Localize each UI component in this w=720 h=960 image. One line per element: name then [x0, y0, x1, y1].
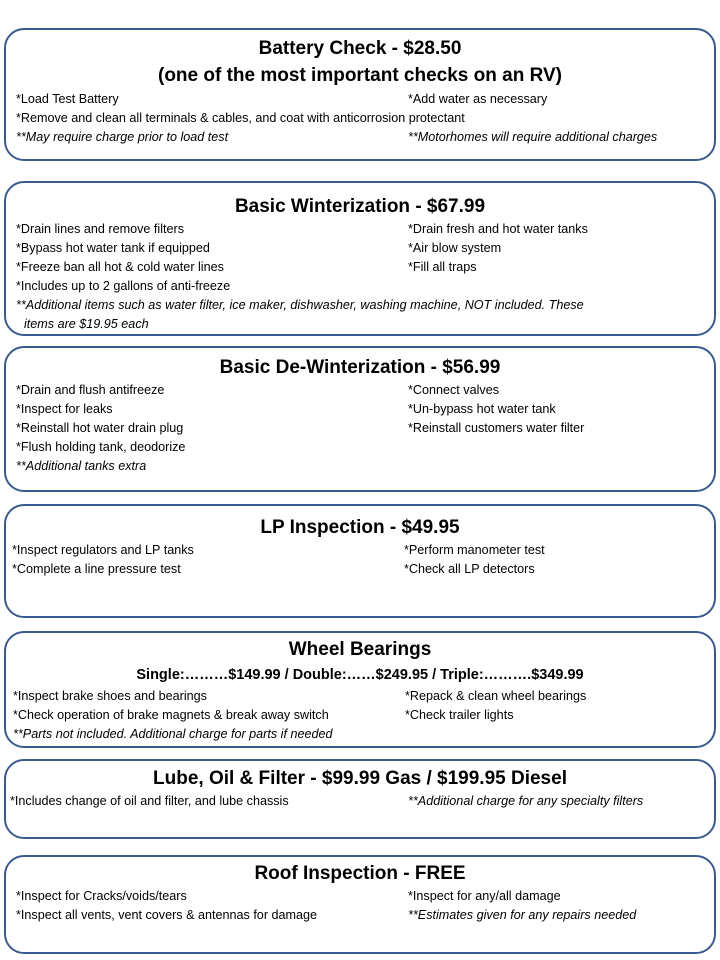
list-row [6, 258, 714, 277]
list-item: *Repack & clean wheel bearings [405, 689, 587, 703]
list-item: *Complete a line pressure test [12, 562, 181, 576]
list-item: *Freeze ban all hot & cold water lines [16, 260, 224, 274]
list-item: *Inspect for Cracks/voids/tears [16, 889, 187, 903]
wheel-bearings-section [4, 631, 716, 748]
list-item: *Remove and clean all terminals & cables, and coat with anticorrosion protectant [16, 111, 465, 125]
note-row [6, 315, 714, 334]
note: **May require charge prior to load test [16, 130, 229, 144]
list-item: *Perform manometer test [404, 543, 545, 557]
list-item: *Connect valves [408, 383, 500, 397]
list-row [6, 400, 714, 419]
list-row [6, 706, 714, 725]
list-row [6, 906, 714, 925]
battery-check-section [4, 28, 716, 161]
list-item: *Inspect all vents, vent covers & antennas for damage [16, 908, 318, 922]
list-item: *Reinstall customers water filter [408, 421, 585, 435]
roof-inspection-section [4, 855, 716, 954]
list-item: *Flush holding tank, deodorize [16, 440, 186, 454]
list-row [6, 220, 714, 239]
list-row [6, 687, 714, 706]
list-row [6, 381, 714, 400]
note: **Additional charge for any specialty filters [408, 794, 644, 808]
list-item: *Fill all traps [408, 260, 477, 274]
section-title: Battery Check - $28.50 [258, 38, 462, 59]
winterization-section [4, 181, 716, 336]
list-row [6, 239, 714, 258]
list-row [6, 419, 714, 438]
list-item: *Inspect regulators and LP tanks [12, 543, 194, 557]
note: **Additional tanks extra [16, 459, 147, 473]
list-row [6, 560, 714, 579]
list-row [6, 438, 714, 457]
section-title: Roof Inspection - FREE [254, 863, 466, 884]
list-item: *Reinstall hot water drain plug [16, 421, 184, 435]
list-row [6, 541, 714, 560]
list-row [6, 887, 714, 906]
list-item: *Check operation of brake magnets & break away switch [13, 708, 329, 722]
list-item: *Inspect brake shoes and bearings [13, 689, 207, 703]
note: **Parts not included. Additional charge for parts if needed [13, 727, 333, 741]
list-item: *Inspect for leaks [16, 402, 113, 416]
list-item: *Check all LP detectors [404, 562, 535, 576]
note: **Motorhomes will require additional charges [408, 130, 658, 144]
note: **Estimates given for any repairs needed [408, 908, 637, 922]
section-title: Lube, Oil & Filter - $99.99 Gas / $199.95 Diesel [153, 768, 567, 789]
list-item: *Add water as necessary [408, 92, 548, 106]
list-item: *Drain and flush antifreeze [16, 383, 165, 397]
section-title: Basic De-Winterization - $56.99 [219, 357, 501, 378]
list-item: *Check trailer lights [405, 708, 514, 722]
list-item: *Un-bypass hot water tank [408, 402, 556, 416]
note-row [6, 725, 714, 744]
list-item: *Drain lines and remove filters [16, 222, 184, 236]
list-item: *Air blow system [408, 241, 502, 255]
section-title: Basic Winterization - $67.99 [234, 196, 486, 217]
list-item: *Inspect for any/all damage [408, 889, 561, 903]
section-subtitle: (one of the most important checks on an RV) [158, 65, 562, 86]
list-row [6, 792, 714, 811]
list-row [6, 90, 714, 109]
note: items are $19.95 each [24, 317, 149, 331]
list-row [6, 109, 714, 128]
lube-oil-filter-section [4, 759, 716, 839]
dewinterization-section [4, 346, 716, 492]
note-row [6, 457, 714, 476]
note: **Additional items such as water filter, ice maker, dishwasher, washing machine, NOT included. These [16, 298, 584, 312]
list-item: *Bypass hot water tank if equipped [16, 241, 210, 255]
list-item: *Drain fresh and hot water tanks [408, 222, 588, 236]
note-row [6, 128, 714, 147]
list-item: *Load Test Battery [16, 92, 119, 106]
section-title: LP Inspection - $49.95 [260, 517, 460, 538]
price-list: Single:………$149.99 / Double:……$249.95 / Triple:……….$349.99 [136, 667, 584, 683]
lp-inspection-section [4, 504, 716, 618]
list-row [6, 277, 714, 296]
list-item: *Includes change of oil and filter, and lube chassis [10, 794, 289, 808]
list-item: *Includes up to 2 gallons of anti-freeze [16, 279, 231, 293]
section-title: Wheel Bearings [288, 639, 432, 660]
note-row [6, 296, 714, 315]
